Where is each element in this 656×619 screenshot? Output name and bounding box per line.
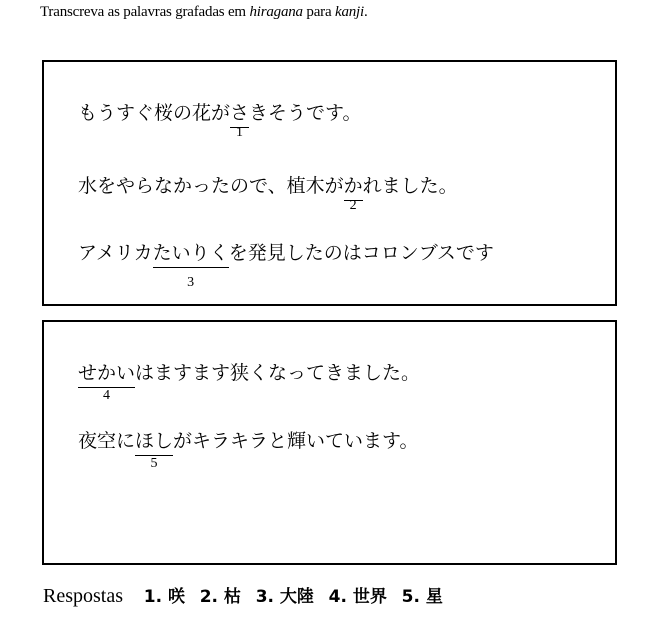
sentence-text: もうすぐ桜の花が <box>78 102 231 124</box>
answers-label: Respostas <box>43 585 123 607</box>
answer-2: 2. 枯 <box>199 587 241 607</box>
target-word-5 <box>135 426 174 471</box>
sentence-text: 夜空に <box>78 430 136 452</box>
question-number-2: 2 <box>349 198 357 213</box>
sentence-text: はますます狭くなってきました。 <box>135 362 421 384</box>
sentence-5 <box>78 426 419 471</box>
instruction-emphasis-kanji: kanji <box>334 4 364 20</box>
question-number-4: 4 <box>103 388 110 403</box>
answers-row <box>43 582 453 608</box>
answer-1: 1. 咲 <box>143 587 185 607</box>
target-word-text: か <box>343 175 363 197</box>
instruction-emphasis-hiragana: hiragana <box>249 4 303 20</box>
sentence-text: アメリカ <box>78 242 153 264</box>
sentence-2 <box>78 171 458 213</box>
target-word-3 <box>152 238 229 290</box>
sentence-text: を発見したのはコロンブスです <box>228 242 494 264</box>
target-word-text: ほし <box>135 430 174 452</box>
answer-5: 5. 星 <box>401 587 443 607</box>
question-number-5: 5 <box>150 456 158 471</box>
instruction-part: para <box>302 4 335 20</box>
target-word-1 <box>230 98 250 140</box>
sentence-3 <box>78 238 494 290</box>
question-number-1: 1 <box>236 125 244 140</box>
sentence-text: 水をやらなかったので、植木が <box>78 175 344 197</box>
target-word-text: さ <box>230 102 250 124</box>
sentence-text: れました。 <box>362 175 458 197</box>
target-word-2 <box>343 171 363 213</box>
question-number-3: 3 <box>187 275 195 290</box>
target-word-4 <box>78 358 136 403</box>
sentence-box-1 <box>42 60 617 306</box>
sentence-text: きそうです。 <box>249 102 362 124</box>
sentence-1 <box>78 98 362 140</box>
answer-3: 3. 大陸 <box>255 587 314 607</box>
sentence-text: がキラキラと輝いています。 <box>173 430 419 452</box>
sentence-box-2 <box>42 320 617 565</box>
target-word-text: せかい <box>78 362 136 384</box>
answer-4: 4. 世界 <box>328 587 387 607</box>
target-word-text: たいりく <box>152 242 229 264</box>
instruction-part: Transcreva as palavras grafadas em <box>40 4 250 20</box>
sentence-4 <box>78 358 421 403</box>
instruction-part: . <box>363 4 368 20</box>
instruction-text <box>40 4 368 21</box>
